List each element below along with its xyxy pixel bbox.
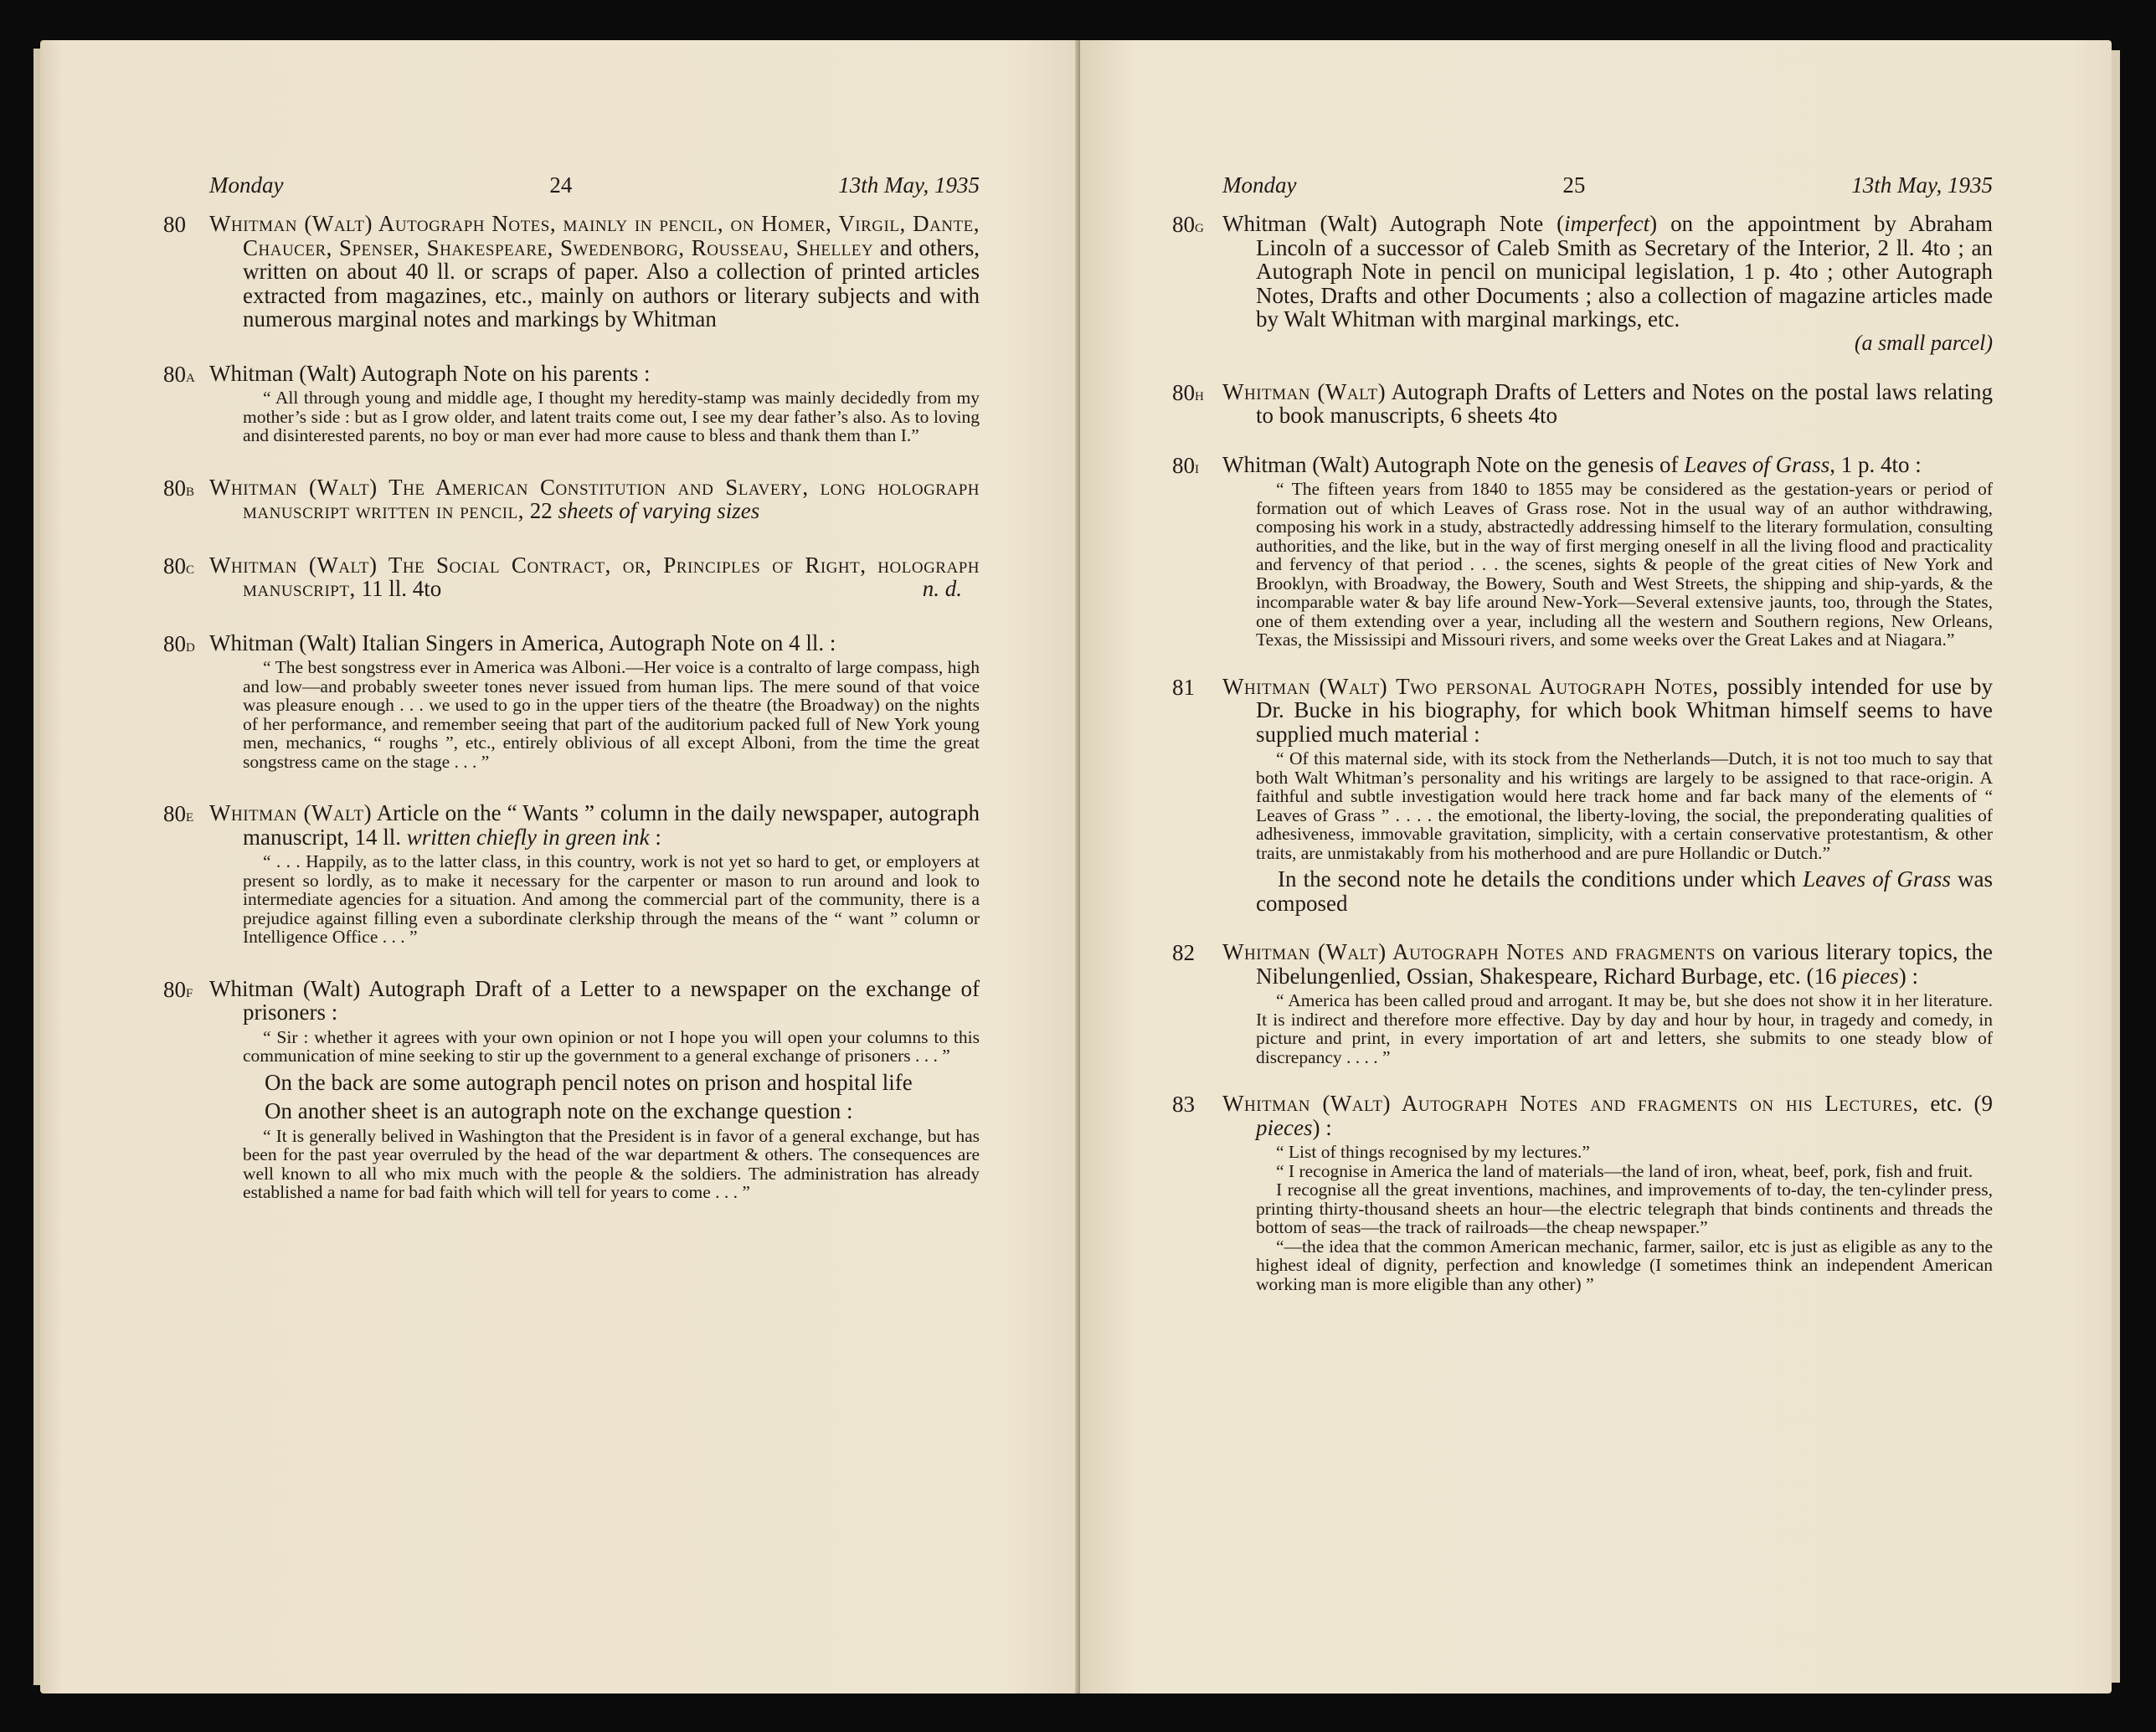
catalogue-lot: [1172, 673, 1994, 916]
text-run: , 1 p. 4to :: [1829, 451, 1922, 477]
quote-paragraph: “ . . . Happily, as to the latter class, in this country, work is not yet so hard to get, or employers at present so lordly, as to make it necessary for the carpenter or mason to run around and look to intermediate agencies for a situation. And among the commercial part of the community, there is a prejudice against filling even a subordinate clerkship through the means of the “ want ” column or Intelligence Office . . . ”: [243, 851, 980, 947]
text-run: etc. (9: [1918, 1091, 1993, 1116]
lot-description: [209, 801, 980, 849]
lot-description: [209, 977, 980, 1025]
lot-description: [1222, 675, 1993, 747]
catalogue-lot: [163, 474, 980, 523]
lot-description: [1222, 212, 1993, 331]
lot-suffix: a: [186, 365, 195, 386]
text-run: ) :: [1312, 1114, 1332, 1140]
italic-text: sheets of varying sizes: [558, 498, 760, 523]
lot-suffix: h: [1195, 383, 1204, 404]
running-head-date: 13th May, 1935: [1851, 172, 1993, 198]
lot-description-text: [209, 800, 980, 850]
lot-suffix: e: [186, 805, 194, 825]
quoted-extract: [1222, 480, 1993, 650]
quote-paragraph: “ It is generally belived in Washington that the President is in favor of a general exchange, but has been for the past year overruled by the head of the war department & others. The consequences are well known to all who mix much with the people & the soldiers. The administration has already established a name for bad faith which will tell for years to come . . . ”: [243, 1125, 980, 1202]
lot-description: [1222, 940, 1993, 988]
italic-text: imperfect: [1564, 211, 1650, 236]
lot-number: [1172, 675, 1195, 701]
lot-number: [163, 631, 195, 657]
right-page: [1080, 40, 2112, 1693]
lot-note: On another sheet is an autograph note on the exchange question :: [265, 1098, 853, 1123]
lot-description-text: [1222, 674, 1993, 747]
lot-description-text: [209, 630, 836, 655]
catalogue-lot: [163, 800, 980, 947]
small-caps-text: Whitman (Walt): [209, 800, 373, 825]
quote-paragraph: “ The fifteen years from 1840 to 1855 may be considered as the gestation-years or period of formation out of which Leaves of Grass rose. Not in the usual way of an author withdrawing, composing his work in a study, abstractedly addressing himself to the literary formulation, consulting authorities, and the like, but in the way of first merging oneself in all the living flood and practicality and fervency of that period . . . the scenes, sights & people of the great cities of New York and Brooklyn, with Broadway, the Bowery, South and West Streets, the shipping and ship-yards, & the incomparable water & bay life around New-York—Several extensive jaunts, too, through the States, one of them extending over a year, including all the western and Southern regions, New Orleans, Texas, the Mississipi and Missouri rivers, and some weeks over the Great Lakes and at Niagara.”: [1256, 479, 1993, 650]
italic-text: pieces: [1842, 963, 1899, 989]
text-run: 11 ll. 4to: [355, 576, 442, 601]
catalogue-lot: [1172, 211, 1993, 355]
text-run: on various literary topics, the Nibelungenlied, Ossian, Shakespeare, Richard Burbage, etc. (16: [1256, 939, 1993, 989]
text-run: Whitman (Walt) Autograph Draft of a Letter to a newspaper on the exchange of prisoners :: [209, 975, 980, 1025]
text-run: Whitman (Walt) Autograph Note on the genesis of: [1222, 451, 1685, 477]
lot-description-text: [1222, 1091, 1993, 1140]
lot-quantity-note: (a small parcel): [1854, 330, 1993, 355]
italic-text: pieces: [1256, 1114, 1313, 1140]
lot-number: [163, 553, 194, 579]
quote-paragraph: “ America has been called proud and arrogant. It may be, but she does not show it in her literature. It is indirect and therefore more effective. Day by day and hour by hour, in tragedy and comedy, in picture and print, in every importation of art and letters, she submits to one steady blow of discrepancy . . . . ”: [1256, 990, 1993, 1067]
lot-number: [1172, 380, 1204, 406]
lot-number: [163, 801, 193, 827]
quoted-extract: [209, 852, 980, 947]
lot-number-digits: 80: [1172, 379, 1195, 405]
catalogue-lot: [1172, 939, 1993, 1067]
lot-date-note: n. d.: [922, 576, 962, 601]
text-run: Whitman (Walt) Italian Singers in America, Autograph Note on 4 ll. :: [209, 630, 836, 655]
lot-suffix: b: [186, 479, 195, 500]
lot-description-text: [1222, 939, 1993, 989]
quote-paragraph: “ Of this maternal side, with its stock from the Netherlands—Dutch, it is not too much to say that both Walt Whitman’s personality and his writings are largely to be assigned to that race-origin. A faithful and subtle investigation would here track home and far back many of the elements of “ Leaves of Grass ” . . . . the emotional, the liberty-loving, the social, the preponderating qualities of adhesiveness, immovable gravitation, simplicity, with a certain conservative protestantism, & other traits, are unmistakably from his motherhood and are pure Hollandic or Dutch.”: [1256, 748, 1993, 863]
catalogue-lot: [1172, 1091, 1993, 1294]
quote-paragraph: I recognise all the great inventions, machines, and improvements of to-day, the ten-cylinder press, printing thirty-thousand sheets an hour—the electric telegraph that binds continents and threads the bottom of seas—the track of railroads—the cheap newspaper.”: [1256, 1180, 1993, 1237]
lot-description: [1222, 380, 1993, 428]
running-head-day: Monday: [1222, 172, 1297, 198]
lot-number-digits: 80: [163, 475, 186, 501]
lot-suffix: d: [186, 635, 195, 655]
text-run: ) :: [1898, 963, 1919, 989]
small-caps-text: Whitman (Walt) Autograph Notes and fragments: [1222, 939, 1716, 964]
quote-paragraph: “—the idea that the common American mechanic, farmer, sailor, etc is just as eligible as any to the highest ideal of dignity, perfection and knowledge (I sometimes think an independent American working man is more eligible than any other) ”: [1256, 1236, 1993, 1294]
lot-number: [1172, 1092, 1195, 1118]
text-run: possibly intended for use by Dr. Bucke in his biography, for which book Whitman himself seems to have supplied much material :: [1256, 673, 1993, 747]
quote-paragraph: “ List of things recognised by my lectures.”: [1276, 1142, 1590, 1162]
lot-number-digits: 81: [1172, 674, 1195, 700]
lot-number: [163, 362, 195, 388]
small-caps-text: Whitman (Walt) The Social Contract, or, Principles of Right, holograph manuscript,: [209, 552, 980, 601]
catalogue-lot: [163, 211, 980, 331]
text-run: ) on the appointment by Abraham Lincoln of a successor of Caleb Smith as Secretary of the Interior, 2 ll. 4to ; an Autograph Note in pencil on municipal legislation, 1 p. 4to ; other Autograph Notes, Drafts and other Documents ; also a collection of magazine articles made by Walt Whitman with marginal markings, etc.: [1256, 211, 1993, 331]
text-run: and others, written on about 40 ll. or scraps of paper. Also a collection of printed articles extracted from magazines, etc., mainly on authors or literary subjects and with numerous marginal notes and markings by Whitman: [243, 234, 980, 331]
quoted-extract: [209, 1127, 980, 1202]
lot-number-digits: 80: [163, 361, 186, 387]
lot-number-digits: 80: [163, 976, 186, 1002]
left-column: [163, 172, 980, 1202]
right-column: [1172, 172, 1994, 1294]
lot-suffix: f: [186, 980, 193, 1001]
lot-number-digits: 80: [163, 212, 186, 237]
lot-description-text: [209, 211, 980, 331]
lot-description-text: [209, 475, 980, 524]
quote-paragraph: “ The best songstress ever in America was Alboni.—Her voice is a contralto of large compass, high and low—and probably sweeter tones never issued from human lips. The mere sound of that voice was pleasure enough . . . we used to go in the upper tiers of the theatre (the Broadway) on the nights of her performance, and remember seeing that part of the auditorium packed full of New York young men, mechanics, “ roughs ”, etc., entirely oblivious of all except Alboni, from the time the great songstress came on the stage . . . ”: [243, 657, 980, 772]
lot-description: [209, 362, 980, 386]
lot-suffix: g: [1195, 216, 1204, 236]
lot-number: [163, 212, 186, 238]
catalogue-lot: [163, 552, 980, 601]
quote-paragraph: “ Sir : whether it agrees with your own opinion or not I hope you will open your columns to this communication of mine seeking to stir up the government to a general exchange of prisoners . . . ”: [243, 1026, 980, 1066]
lot-note: [1256, 867, 1993, 915]
page-number: 25: [1562, 172, 1586, 198]
quote-paragraph: “ All through young and middle age, I thought my heredity-stamp was mainly decidedly from my mother’s side : but as I grow older, and latent traits come out, I see my dear father’s also. As to loving and disinterested parents, no boy or man ever had more cause to bless and thank them than I.”: [243, 388, 980, 445]
lot-number-digits: 80: [1172, 452, 1195, 478]
text-run: In the second note he details the conditions under which: [1278, 866, 1804, 892]
lot-description-text: [1222, 379, 1993, 429]
text-run: Whitman (Walt) Autograph Note on his parents :: [209, 360, 651, 386]
left-page: [40, 40, 1080, 1693]
quoted-extract: [1222, 749, 1993, 862]
lot-description-text: [1222, 211, 1993, 331]
text-run: Autograph Drafts of Letters and Notes on the postal laws relating to book manuscripts, 6 sheets 4to: [1256, 378, 1993, 428]
text-run: Whitman (Walt) Autograph Note (: [1222, 211, 1565, 236]
lot-list: [1172, 211, 1994, 1294]
small-caps-text: Whitman (Walt) Autograph Notes, mainly in pencil, on Homer, Virgil, Dante, Chaucer, Spenser, Shakespeare, Swedenborg, Rousseau, Shelley: [209, 211, 980, 260]
lot-suffix: c: [186, 557, 195, 578]
text-run: 22: [524, 498, 558, 523]
lot-description-text: [209, 552, 980, 602]
text-run: was composed: [1256, 866, 1994, 916]
running-head: [209, 172, 980, 198]
lot-description: [209, 475, 980, 523]
lot-number: [163, 475, 194, 501]
lot-description: [1222, 453, 1993, 477]
lot-number-digits: 80: [163, 552, 186, 578]
small-caps-text: Whitman (Walt) The American Constitution and Slavery, long holograph manuscript written in pencil,: [209, 474, 980, 523]
lot-description-text: [209, 976, 980, 1025]
italic-text: Leaves of Grass: [1803, 866, 1951, 892]
catalogue-lot: [1172, 378, 1993, 428]
lot-list: [163, 211, 980, 1202]
lot-description: [1222, 1092, 1993, 1139]
catalogue-lot: [163, 975, 980, 1202]
italic-text: Leaves of Grass: [1684, 451, 1830, 477]
lot-description: [209, 631, 980, 655]
lot-description-text: [209, 361, 650, 386]
lot-number-digits: 83: [1172, 1092, 1195, 1117]
quoted-extract: [209, 388, 980, 445]
running-head-day: Monday: [209, 172, 284, 198]
italic-text: written chiefly in green ink: [406, 824, 650, 850]
lot-number: [1172, 453, 1199, 479]
text-run: :: [649, 824, 661, 850]
small-caps-text: Whitman (Walt): [1222, 378, 1387, 404]
catalogue-lot: [163, 630, 980, 772]
running-head: [1222, 172, 1993, 198]
lot-number: [163, 977, 193, 1003]
lot-description: [209, 553, 980, 601]
lot-description: [209, 212, 980, 331]
left-page-edge: [33, 49, 40, 1685]
quoted-extract: [209, 1028, 980, 1066]
catalogue-lot: [1172, 451, 1993, 650]
right-page-edge: [2112, 50, 2120, 1683]
quoted-extract: [1222, 1143, 1993, 1293]
small-caps-text: Whitman (Walt) Autograph Notes and fragments on his Lectures,: [1222, 1091, 1919, 1116]
running-head-date: 13th May, 1935: [838, 172, 980, 198]
lot-description-text: [1222, 452, 1922, 477]
catalogue-lot: [163, 360, 980, 445]
lot-number: [1172, 212, 1204, 238]
lot-number-digits: 80: [1172, 212, 1195, 237]
lot-suffix: i: [1195, 456, 1199, 477]
small-caps-text: Whitman (Walt) Two personal Autograph Notes,: [1222, 673, 1719, 699]
quoted-extract: [209, 658, 980, 771]
lot-number-digits: 80: [163, 801, 186, 826]
lot-number-digits: 80: [163, 630, 186, 656]
quoted-extract: [1222, 991, 1993, 1066]
lot-number: [1172, 940, 1195, 966]
lot-note: On the back are some autograph pencil notes on prison and hospital life: [265, 1069, 913, 1095]
page-number: 24: [549, 172, 573, 198]
text-run: Article on the “ Wants ” column in the daily newspaper, autograph manuscript, 14 ll.: [243, 800, 980, 850]
quote-paragraph: “ I recognise in America the land of materials—the land of iron, wheat, beef, pork, fish and fruit.: [1276, 1160, 1973, 1181]
lot-number-digits: 82: [1172, 940, 1195, 965]
